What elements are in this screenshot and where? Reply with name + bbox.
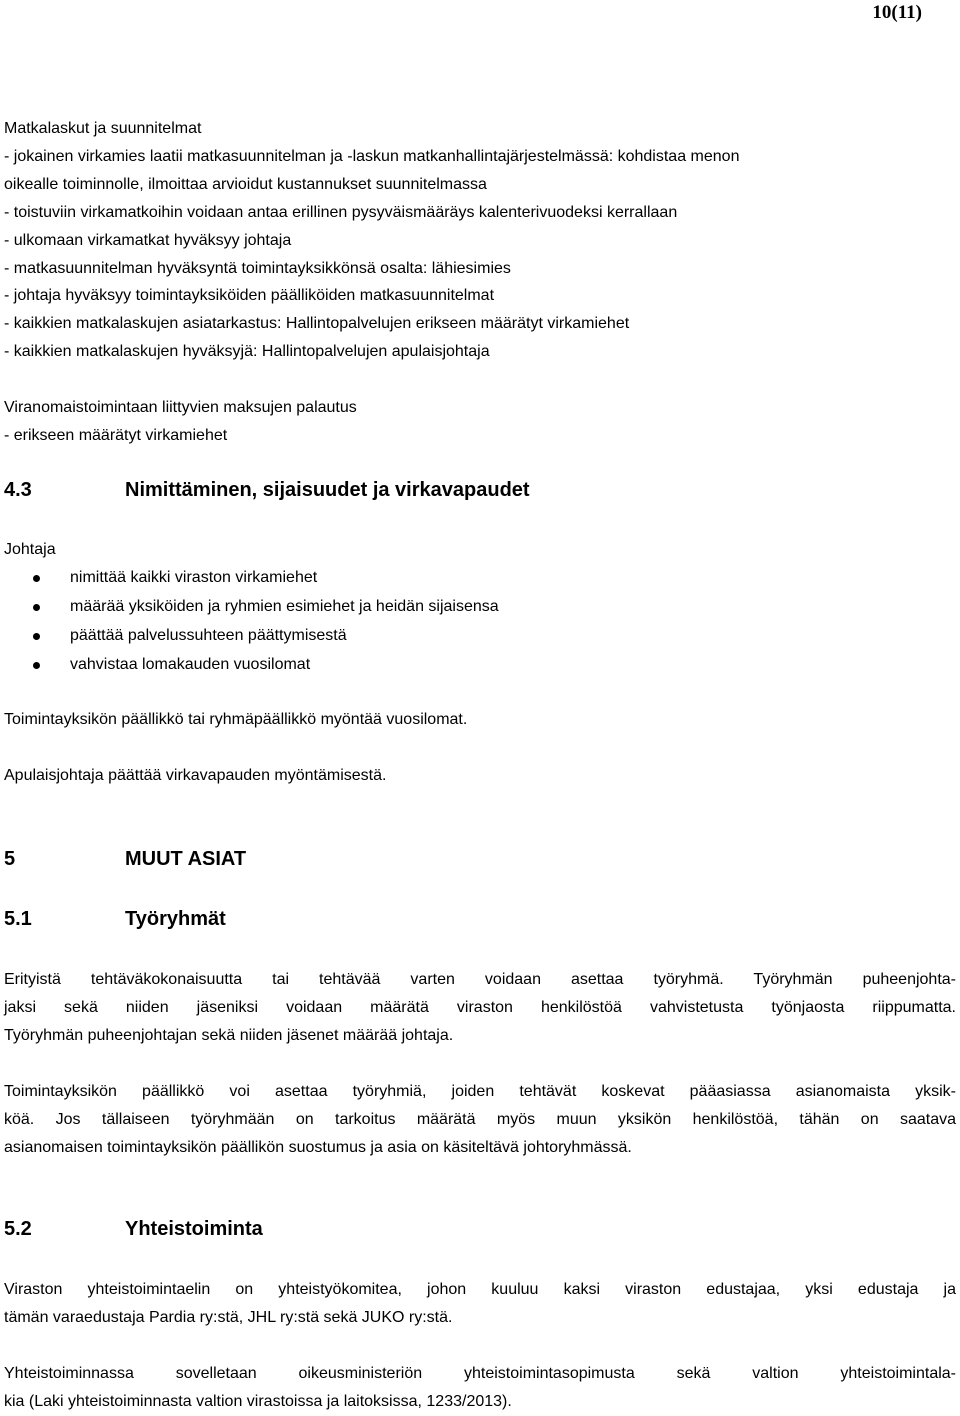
paragraph: Toimintayksikön päällikkö tai ryhmäpäällikkö myöntää vuosilomat. [4, 711, 468, 728]
section-number: 5.1 [4, 908, 32, 930]
section-number: 4.3 [4, 479, 32, 501]
section-heading-5-1 [4, 908, 226, 931]
paragraph [4, 966, 956, 1050]
section-number: 5 [4, 848, 16, 870]
paragraph-line: Työryhmän puheenjohtajan sekä niiden jäsenet määrää johtaja. [4, 1027, 454, 1044]
travel-line: oikealle toiminnolle, ilmoittaa arvioidut kustannukset suunnitelmassa [4, 176, 487, 193]
section-heading-4-3 [4, 479, 530, 502]
travel-line: - kaikkien matkalaskujen asiatarkastus: Hallintopalvelujen erikseen määrätyt virkamiehet [4, 315, 630, 332]
travel-line: - ulkomaan virkamatkat hyväksyy johtaja [4, 232, 292, 249]
list-item-text: määrää yksiköiden ja ryhmien esimiehet ja heidän sijaisensa [70, 598, 499, 615]
section-heading-5-2 [4, 1218, 263, 1241]
page-number: 10(11) [872, 2, 922, 23]
section-number: 5.2 [4, 1218, 32, 1240]
section-title: Yhteistoiminta [125, 1218, 263, 1240]
fees-line: - erikseen määrätyt virkamiehet [4, 427, 228, 444]
travel-line: - matkasuunnitelman hyväksyntä toimintayksikkönsä osalta: lähiesimies [4, 260, 511, 277]
list-item-text: päättää palvelussuhteen päättymisestä [70, 627, 347, 644]
fees-title: Viranomaistoimintaan liittyvien maksujen palautus [4, 399, 357, 416]
paragraph [4, 1276, 956, 1332]
section-title: Nimittäminen, sijaisuudet ja virkavapaudet [125, 479, 530, 501]
paragraph-line: tämän varaedustaja Pardia ry:stä, JHL ry:stä sekä JUKO ry:stä. [4, 1309, 453, 1326]
paragraph: Apulaisjohtaja päättää virkavapauden myöntämisestä. [4, 767, 387, 784]
list-item-text: vahvistaa lomakauden vuosilomat [70, 656, 311, 673]
bullet-icon [33, 633, 40, 640]
travel-title: Matkalaskut ja suunnitelmat [4, 120, 202, 137]
section-heading-5 [4, 848, 246, 871]
paragraph-line: asianomaisen toimintayksikön päällikön suostumus ja asia on käsiteltävä johtoryhmässä. [4, 1139, 632, 1156]
section-title: MUUT ASIAT [125, 848, 247, 870]
paragraph-line: kia (Laki yhteistoiminnasta valtion virastoissa ja laitoksissa, 1233/2013). [4, 1393, 512, 1410]
travel-line: - toistuviin virkamatkoihin voidaan antaa erillinen pysyväismääräys kalenterivuodeksi kerrallaan [4, 204, 678, 221]
section-title: Työryhmät [125, 908, 226, 930]
bullet-icon [33, 575, 40, 582]
section-intro: Johtaja [4, 541, 56, 558]
paragraph [4, 1360, 956, 1416]
travel-line: - jokainen virkamies laatii matkasuunnitelman ja -laskun matkanhallintajärjestelmässä: kohdistaa menon [4, 148, 740, 165]
list-item-text: nimittää kaikki viraston virkamiehet [70, 569, 318, 586]
paragraph-line: Erityistä tehtäväkokonaisuutta tai tehtävää varten voidaan asettaa työryhmä. Työryhmän puheenjohta- [4, 971, 956, 988]
paragraph-line: Yhteistoiminnassa sovelletaan oikeusministeriön yhteistoimintasopimusta sekä valtion yhteistoimintala- [4, 1365, 956, 1382]
paragraph [4, 1078, 956, 1162]
paragraph-line: köä. Jos tällaiseen työryhmään on tarkoitus määrätä myös muun yksikön henkilöstöä, tähän on saatava [4, 1111, 956, 1128]
bullet-icon [33, 662, 40, 669]
bullet-icon [33, 604, 40, 611]
paragraph-line: Viraston yhteistoimintaelin on yhteistyökomitea, johon kuuluu kaksi viraston edustajaa, yksi edustaja ja [4, 1281, 956, 1298]
travel-line: - johtaja hyväksyy toimintayksiköiden päälliköiden matkasuunnitelmat [4, 287, 495, 304]
paragraph-line: jaksi sekä niiden jäseniksi voidaan määrätä viraston henkilöstöä vahvistetusta työnjaosta riippumatta. [4, 999, 956, 1016]
paragraph-line: Toimintayksikön päällikkö voi asettaa työryhmiä, joiden tehtävät koskevat pääasiassa asianomaista yksik- [4, 1083, 956, 1100]
travel-line: - kaikkien matkalaskujen hyväksyjä: Hallintopalvelujen apulaisjohtaja [4, 343, 490, 360]
